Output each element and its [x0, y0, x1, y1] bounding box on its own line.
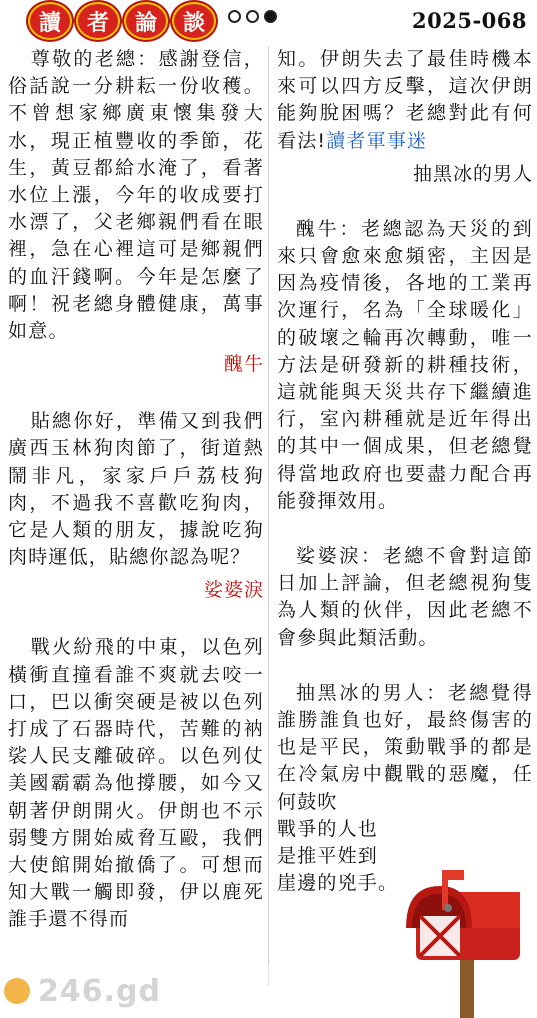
- left-column: [8, 46, 264, 934]
- letter-2-signature: 娑婆淚: [203, 579, 264, 602]
- reply-1-text: 老總認為天災的到來只會愈來愈頻密，主因是因為疫情後，各地的工業再次運行，名為「全球暖化」的破壞之輪再次轉動，唯一方法是研發新的耕種技術，這就能與天災共存下繼續進行，室內耕種就是近年得出的其中一個成果，但老總覺得當地政府也要盡力配合再能發揮效用。: [277, 217, 533, 512]
- title-badge-3: 論: [126, 4, 166, 38]
- title-badge-2: 者: [78, 4, 118, 38]
- mailbox-icon: [402, 868, 530, 1018]
- reply-2: [277, 543, 533, 652]
- letter-3-text: 戰火紛飛的中東，以色列橫衝直撞看誰不爽就去咬一口，巴以衝突硬是被以色列打成了石器時代，苦難的衲裟人民支離破碎。以色列仗美國霸霸為他撐腰，如今又朝著伊朗開火。伊朗也不示弱雙方開始威脅互毆，我們大使館開始撤僑了。可想而知大戰一觸即發，伊以鹿死誰手還不得而: [8, 636, 264, 931]
- reply-3-name: 抽黑冰的男人：: [296, 681, 448, 704]
- watermark-logo-icon: [4, 978, 30, 1004]
- right-column: [277, 46, 533, 897]
- circle-icon: [228, 10, 241, 23]
- reply-1-name: 醜牛：: [296, 217, 362, 240]
- reply-3-text: 老總覺得誰勝誰負也好，最終傷害的也是平民，策動戰爭的都是在冷氣房中觀戰的惡魔，任何鼓吹: [277, 681, 533, 813]
- letter-3-signature: 抽黑冰的男人: [412, 162, 533, 185]
- header: [0, 0, 537, 44]
- letter-3-continued-text: 知。伊朗失去了最佳時機本來可以四方反擊，這次伊朗能夠脫困嗎？老總對此有何看法!: [277, 48, 533, 152]
- letter-1-text: 尊敬的老總：感謝登信，俗話說一分耕耘一份收穫。不曾想家鄉廣東懷集發大水，現正植豐收的季節，花生，黃豆都給水淹了，看著水位上漲，今年的收成要打水漂了，父老鄉親們看在眼裡，急在心裡這可是鄉親們的血汗錢啊。今年是怎麼了啊！祝老總身體健康，萬事如意。: [8, 48, 264, 343]
- reply-3-line-1: 戰爭的人也: [277, 817, 379, 840]
- letter-3-continued: [277, 46, 533, 155]
- letter-1-signature: 醜牛: [223, 353, 264, 376]
- column-divider: [268, 46, 269, 986]
- letter-2-text: 貼總你好，準備又到我們廣西玉林狗肉節了，街道熱鬧非凡，家家戶戶荔枝狗肉，不過我不喜歡吃狗肉，它是人類的朋友，據說吃狗肉時運低，貼總你認為呢？: [8, 410, 264, 569]
- reply-1: [277, 216, 533, 515]
- title-badge-4: 談: [174, 4, 214, 38]
- filled-circle-icon: [264, 10, 277, 23]
- circle-icon: [246, 10, 259, 23]
- issue-number: 2025-068: [412, 8, 527, 33]
- letter-3-continued-highlight: 讀者軍事迷: [326, 129, 428, 152]
- reply-3-line-2: 是推平姓到: [277, 845, 379, 868]
- decor-dots: [228, 10, 277, 23]
- reply-3: [277, 680, 533, 816]
- reply-2-text: 老總不會對這節日加上評論，但老總視狗隻為人類的伙伴，因此老總不會參與此類活動。: [277, 545, 533, 649]
- title-badge-1: 讀: [30, 4, 70, 38]
- reply-2-name: 娑婆淚：: [296, 545, 383, 568]
- watermark-text: 246.gd: [38, 973, 161, 1009]
- reply-3-line-3: 崖邊的兇手。: [277, 872, 399, 895]
- watermark: [0, 964, 300, 1018]
